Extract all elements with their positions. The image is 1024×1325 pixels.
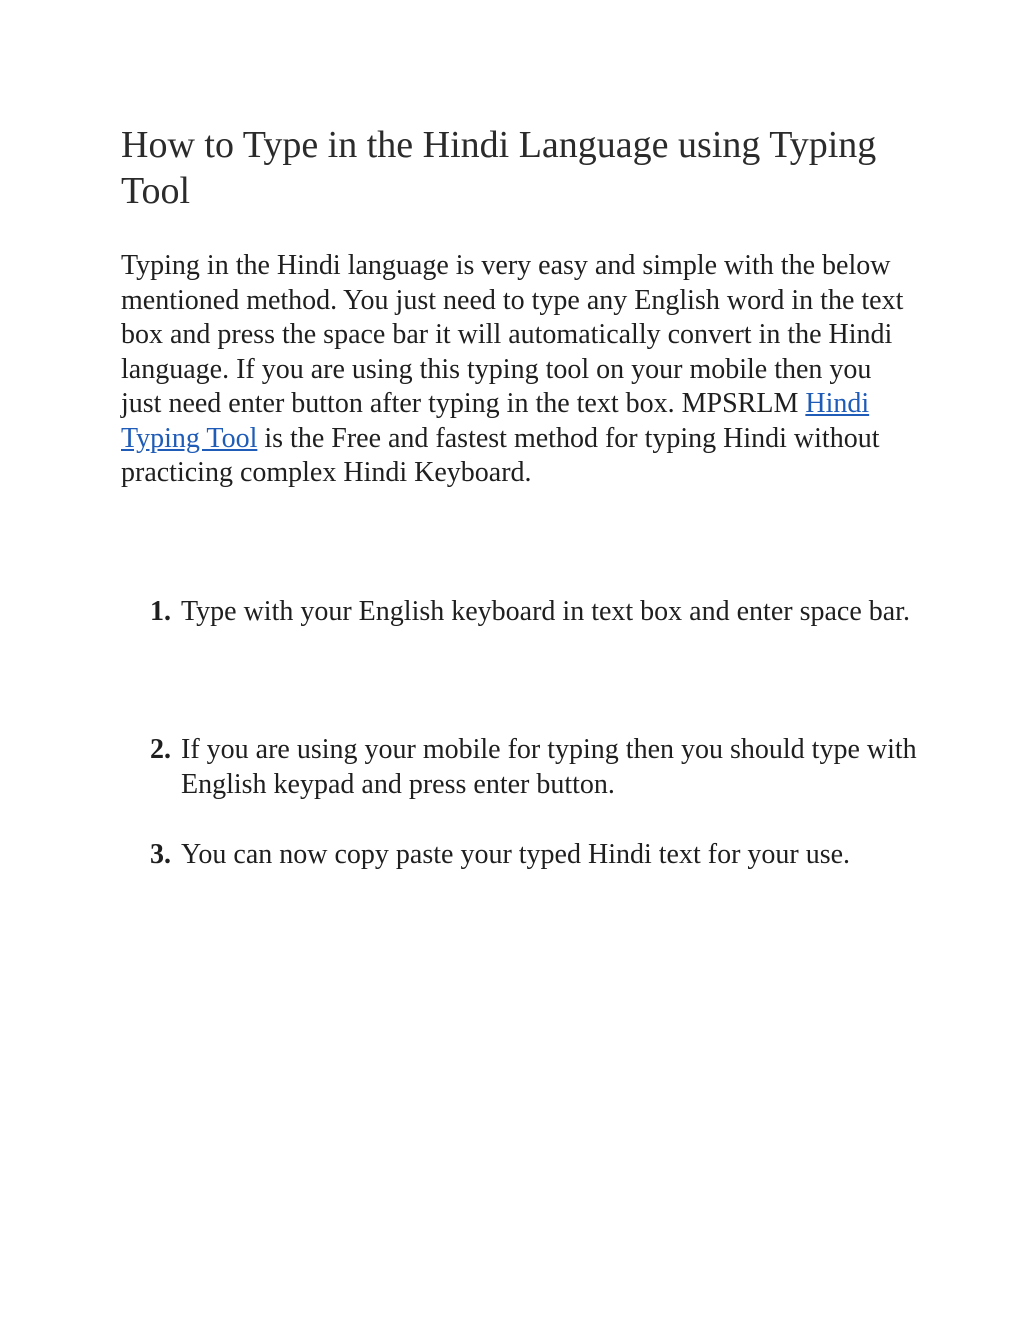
intro-text-after-link: is the Free and fastest method for typing Hindi without practicing complex Hindi Keyboard. [121,422,880,488]
intro-paragraph [121,249,911,491]
page-title: How to Type in the Hindi Language using Typing Tool [121,124,877,212]
list-item-text: Type with your English keyboard in text box and enter space bar. [181,596,910,627]
intro-text-before-link: Typing in the Hindi language is very easy and simple with the below mentioned method. You just need to type any English word in the text box and press the space bar it will automatically convert in the Hindi language. If you are using this typing tool on your mobile then you just need enter button after typing in the text box. MPSRLM [121,250,904,419]
list-item [150,595,920,630]
list-item-number: 2. [150,734,171,765]
list-item [150,838,920,873]
list-item-number: 3. [150,839,171,870]
list-item-number: 1. [150,596,171,627]
hindi-typing-tool-link[interactable]: Hindi Typing Tool [121,388,870,454]
list-item [150,733,920,802]
list-item-text: If you are using your mobile for typing then you should type with English keypad and press enter button. [181,734,917,800]
list-item-text: You can now copy paste your typed Hindi text for your use. [181,839,851,870]
